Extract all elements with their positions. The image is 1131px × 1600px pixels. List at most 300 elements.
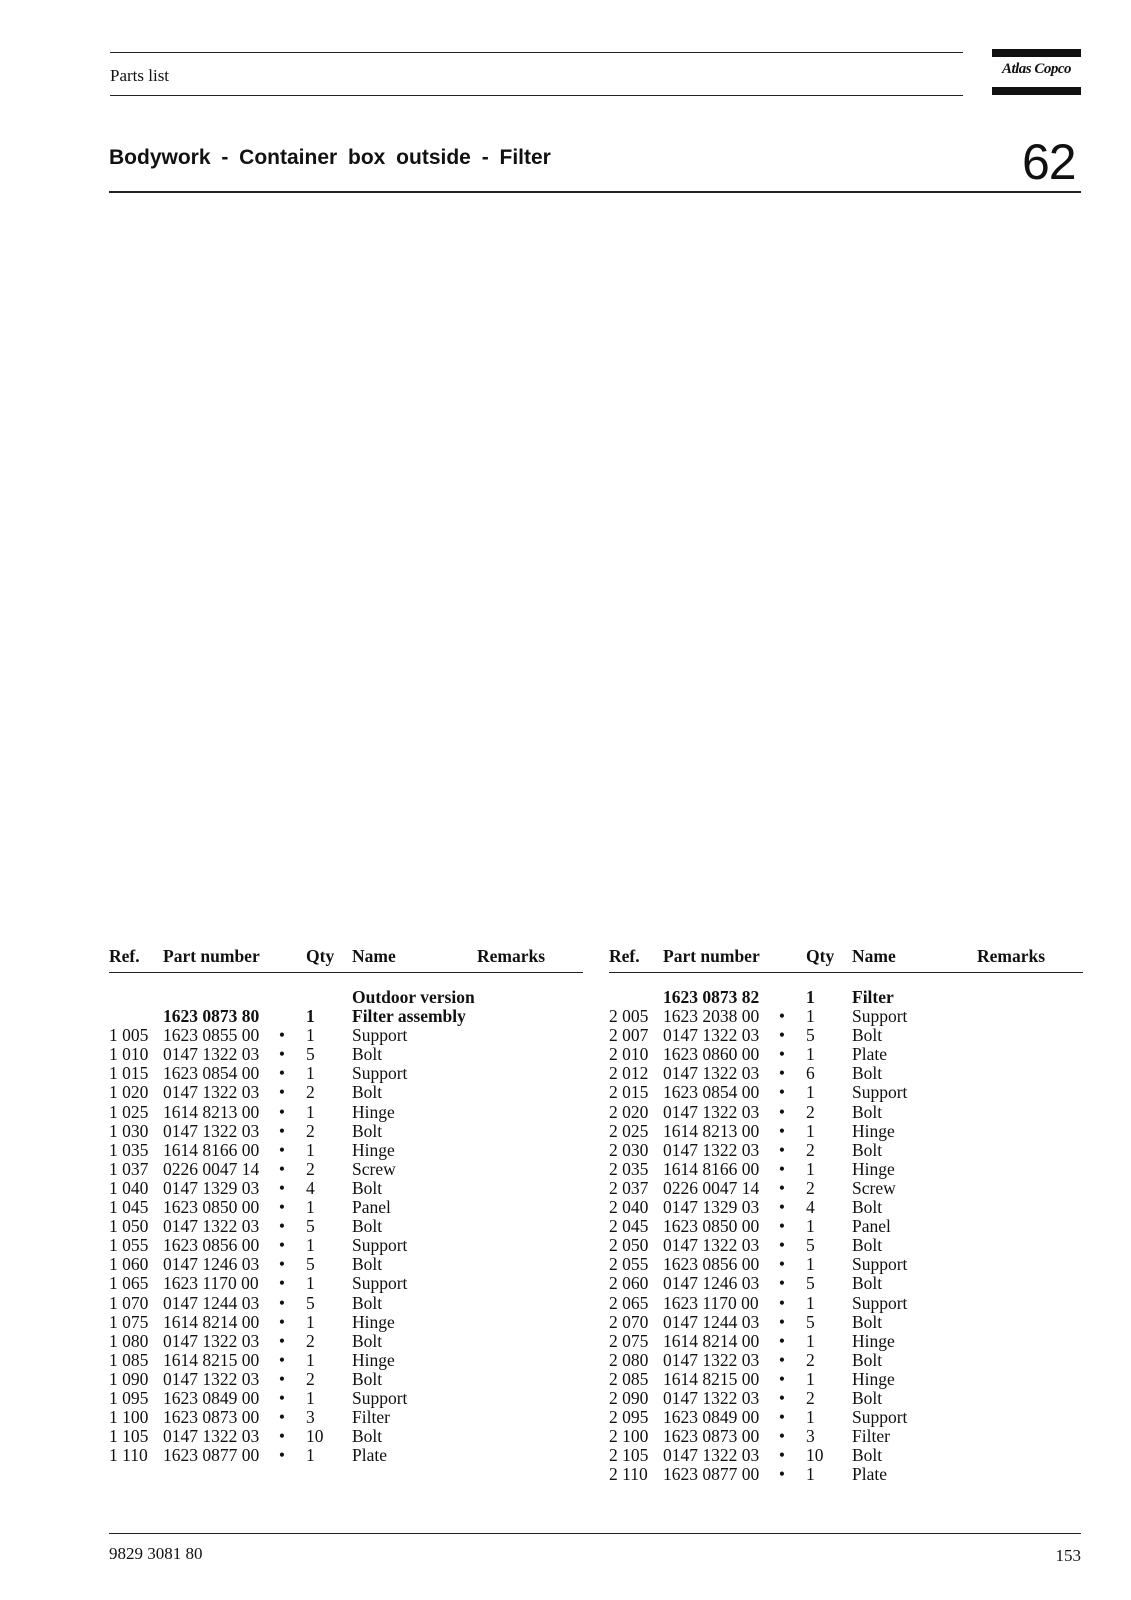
row-name: Bolt (352, 1330, 383, 1351)
row-ref: 1 080 (109, 1330, 149, 1351)
table-row (609, 1007, 1083, 1026)
row-name: Bolt (852, 1101, 883, 1122)
drawing-area (109, 200, 1081, 940)
row-name: Filter (852, 987, 894, 1007)
row-bullet: • (278, 1330, 286, 1351)
row-qty: 1 (806, 1407, 815, 1428)
row-bullet: • (278, 1216, 286, 1237)
row-name: Filter (352, 1407, 390, 1428)
header-bottom-rule (110, 95, 963, 96)
table-row (609, 1083, 1083, 1102)
row-qty: 2 (306, 1082, 315, 1103)
row-bullet: • (278, 1254, 286, 1275)
row-part-number: 0147 1322 03 (163, 1216, 260, 1237)
table-row (109, 1026, 583, 1045)
row-ref: 2 060 (609, 1273, 649, 1294)
table-body (109, 988, 583, 1465)
row-ref: 1 035 (109, 1139, 149, 1160)
row-bullet: • (278, 1426, 286, 1447)
row-qty: 1 (306, 1273, 315, 1294)
row-qty: 1 (806, 1368, 815, 1389)
row-part-number: 1623 0873 00 (163, 1407, 260, 1428)
row-qty: 5 (306, 1292, 315, 1313)
row-part-number: 1614 8166 00 (663, 1158, 760, 1179)
table-row (109, 1274, 583, 1293)
row-qty: 3 (806, 1426, 815, 1447)
row-bullet: • (278, 1139, 286, 1160)
row-ref: 2 070 (609, 1311, 649, 1332)
row-part-number: 0147 1322 03 (663, 1235, 760, 1256)
row-name: Filter (852, 1426, 890, 1447)
row-bullet: • (778, 1387, 786, 1408)
row-qty: 5 (306, 1254, 315, 1275)
table-row (609, 1141, 1083, 1160)
row-qty: 1 (306, 1139, 315, 1160)
row-bullet: • (278, 1273, 286, 1294)
row-qty: 5 (806, 1311, 815, 1332)
row-ref: 1 055 (109, 1235, 149, 1256)
table-row (609, 1103, 1083, 1122)
table-row (609, 1389, 1083, 1408)
table-row (109, 1083, 583, 1102)
row-part-number: 0147 1246 03 (663, 1273, 760, 1294)
row-bullet: • (278, 1177, 286, 1198)
row-part-number: 1623 0854 00 (663, 1082, 760, 1103)
row-name: Bolt (852, 1063, 883, 1084)
table-row (609, 1313, 1083, 1332)
row-part-number: 1623 0850 00 (163, 1197, 260, 1218)
row-name: Outdoor version (352, 987, 475, 1007)
row-part-number: 1623 0856 00 (163, 1235, 260, 1256)
row-part-number: 1614 8213 00 (663, 1120, 760, 1141)
row-ref: 1 025 (109, 1101, 149, 1122)
row-bullet: • (778, 1292, 786, 1313)
row-ref: 2 010 (609, 1044, 649, 1065)
row-bullet: • (278, 1044, 286, 1065)
table-row (109, 1007, 583, 1026)
row-bullet: • (778, 1349, 786, 1370)
row-ref: 2 075 (609, 1330, 649, 1351)
title-rule (109, 191, 1081, 193)
table-row (109, 1408, 583, 1427)
row-ref: 1 070 (109, 1292, 149, 1313)
row-name: Bolt (852, 1273, 883, 1294)
row-name: Support (352, 1273, 408, 1294)
row-ref: 1 050 (109, 1216, 149, 1237)
row-ref: 2 012 (609, 1063, 649, 1084)
row-qty: 2 (306, 1120, 315, 1141)
row-part-number: 1623 2038 00 (663, 1006, 760, 1027)
row-bullet: • (278, 1120, 286, 1141)
row-bullet: • (278, 1158, 286, 1179)
row-ref: 1 015 (109, 1063, 149, 1084)
row-part-number: 0147 1244 03 (163, 1292, 260, 1313)
row-name: Panel (352, 1197, 391, 1218)
row-part-number: 0147 1329 03 (163, 1177, 260, 1198)
row-qty: 1 (806, 1120, 815, 1141)
row-part-number: 0147 1322 03 (663, 1445, 760, 1466)
row-name: Bolt (352, 1177, 383, 1198)
row-ref: 1 010 (109, 1044, 149, 1065)
row-ref: 2 055 (609, 1254, 649, 1275)
row-name: Plate (852, 1464, 887, 1485)
table-row (609, 1332, 1083, 1351)
row-bullet: • (778, 1273, 786, 1294)
col-part-header: Part number (663, 946, 760, 966)
row-bullet: • (278, 1387, 286, 1408)
row-qty: 1 (306, 1101, 315, 1122)
row-qty: 1 (806, 987, 815, 1007)
row-bullet: • (778, 1197, 786, 1218)
table-body (609, 988, 1083, 1484)
col-remarks-header: Remarks (977, 946, 1046, 966)
row-bullet: • (778, 1025, 786, 1046)
table-row (109, 988, 583, 1007)
row-name: Support (852, 1407, 908, 1428)
row-name: Bolt (352, 1292, 383, 1313)
row-name: Filter assembly (352, 1006, 466, 1027)
col-qty-header: Qty (806, 946, 835, 966)
row-qty: 1 (806, 1082, 815, 1103)
brand-logo (992, 49, 1081, 95)
row-qty: 6 (806, 1063, 815, 1084)
row-qty: 2 (306, 1330, 315, 1351)
row-bullet: • (778, 1254, 786, 1275)
row-part-number: 0147 1322 03 (663, 1139, 760, 1160)
table-row (609, 1160, 1083, 1179)
row-ref: 2 007 (609, 1025, 649, 1046)
row-bullet: • (778, 1464, 786, 1485)
row-qty: 1 (306, 1349, 315, 1370)
col-name-header: Name (852, 946, 896, 966)
logo-bar-top (992, 49, 1081, 57)
row-qty: 5 (806, 1273, 815, 1294)
row-ref: 2 065 (609, 1292, 649, 1313)
table-row (609, 1255, 1083, 1274)
row-qty: 5 (306, 1216, 315, 1237)
row-qty: 1 (306, 1311, 315, 1332)
col-ref-header: Ref. (609, 946, 640, 966)
table-row (609, 1274, 1083, 1293)
row-bullet: • (778, 1330, 786, 1351)
row-ref: 2 050 (609, 1235, 649, 1256)
table-row (109, 1103, 583, 1122)
row-qty: 1 (306, 1006, 315, 1027)
table-row (609, 1026, 1083, 1045)
table-row (109, 1236, 583, 1255)
table-row (109, 1179, 583, 1198)
table-row (109, 1351, 583, 1370)
row-ref: 2 015 (609, 1082, 649, 1103)
row-qty: 1 (806, 1044, 815, 1065)
row-name: Support (352, 1387, 408, 1408)
row-ref: 1 065 (109, 1273, 149, 1294)
row-name: Bolt (352, 1044, 383, 1065)
table-row (609, 1294, 1083, 1313)
parts-table-left (109, 946, 583, 1465)
row-part-number: 0147 1322 03 (663, 1387, 760, 1408)
table-row (109, 1064, 583, 1083)
table-row (609, 1370, 1083, 1389)
row-name: Bolt (852, 1387, 883, 1408)
row-bullet: • (778, 1044, 786, 1065)
col-qty-header: Qty (306, 946, 335, 966)
row-bullet: • (278, 1368, 286, 1389)
table-row (609, 988, 1083, 1007)
row-bullet: • (278, 1349, 286, 1370)
parts-table-right (609, 946, 1083, 1484)
row-part-number: 0226 0047 14 (163, 1158, 260, 1179)
row-part-number: 1623 0860 00 (663, 1044, 760, 1065)
table-header (609, 946, 1083, 973)
table-row (109, 1370, 583, 1389)
table-row (609, 1064, 1083, 1083)
row-ref: 2 080 (609, 1349, 649, 1370)
row-name: Plate (352, 1445, 387, 1466)
row-part-number: 0147 1322 03 (663, 1101, 760, 1122)
table-row (609, 1427, 1083, 1446)
row-ref: 2 095 (609, 1407, 649, 1428)
row-qty: 2 (806, 1349, 815, 1370)
row-ref: 1 045 (109, 1197, 149, 1218)
row-qty: 2 (306, 1368, 315, 1389)
row-name: Panel (852, 1216, 891, 1237)
row-bullet: • (778, 1407, 786, 1428)
row-ref: 1 037 (109, 1158, 149, 1179)
row-part-number: 1614 8166 00 (163, 1139, 260, 1160)
row-part-number: 0147 1322 03 (663, 1063, 760, 1084)
row-name: Bolt (852, 1235, 883, 1256)
row-qty: 5 (306, 1044, 315, 1065)
row-qty: 2 (806, 1387, 815, 1408)
row-name: Bolt (852, 1197, 883, 1218)
table-row (609, 1045, 1083, 1064)
row-name: Hinge (852, 1330, 895, 1351)
row-qty: 5 (806, 1235, 815, 1256)
row-ref: 2 030 (609, 1139, 649, 1160)
row-part-number: 1623 0849 00 (163, 1387, 260, 1408)
row-ref: 2 040 (609, 1197, 649, 1218)
row-name: Bolt (852, 1139, 883, 1160)
row-part-number: 1614 8215 00 (163, 1349, 260, 1370)
row-qty: 1 (306, 1387, 315, 1408)
row-part-number: 1623 0854 00 (163, 1063, 260, 1084)
row-part-number: 1623 0873 82 (663, 987, 760, 1007)
row-qty: 1 (806, 1006, 815, 1027)
row-bullet: • (278, 1101, 286, 1122)
row-ref: 1 005 (109, 1025, 149, 1046)
row-ref: 1 030 (109, 1120, 149, 1141)
row-qty: 1 (806, 1292, 815, 1313)
row-qty: 2 (806, 1101, 815, 1122)
row-bullet: • (278, 1235, 286, 1256)
row-name: Bolt (852, 1025, 883, 1046)
table-row (609, 1198, 1083, 1217)
row-part-number: 1623 0873 00 (663, 1426, 760, 1447)
row-name: Support (852, 1006, 908, 1027)
row-bullet: • (278, 1311, 286, 1332)
row-name: Bolt (352, 1368, 383, 1389)
row-qty: 10 (306, 1426, 324, 1447)
row-name: Bolt (852, 1349, 883, 1370)
row-ref: 1 110 (109, 1445, 148, 1466)
row-name: Support (352, 1025, 408, 1046)
table-row (109, 1255, 583, 1274)
row-name: Bolt (852, 1311, 883, 1332)
table-row (609, 1408, 1083, 1427)
row-name: Bolt (852, 1445, 883, 1466)
section-number: 62 (1022, 134, 1076, 190)
row-bullet: • (778, 1426, 786, 1447)
row-ref: 1 090 (109, 1368, 149, 1389)
row-ref: 2 045 (609, 1216, 649, 1237)
row-bullet: • (778, 1139, 786, 1160)
row-qty: 4 (306, 1177, 315, 1198)
row-part-number: 1623 0877 00 (663, 1464, 760, 1485)
col-remarks-header: Remarks (477, 946, 546, 966)
row-part-number: 1623 0856 00 (663, 1254, 760, 1275)
row-part-number: 1614 8213 00 (163, 1101, 260, 1122)
row-qty: 1 (806, 1216, 815, 1237)
row-name: Support (852, 1082, 908, 1103)
row-ref: 2 035 (609, 1158, 649, 1179)
row-ref: 2 020 (609, 1101, 649, 1122)
row-ref: 2 100 (609, 1426, 649, 1447)
table-row (109, 1045, 583, 1064)
table-row (109, 1313, 583, 1332)
row-qty: 1 (306, 1197, 315, 1218)
row-part-number: 0147 1322 03 (163, 1426, 260, 1447)
row-name: Hinge (852, 1158, 895, 1179)
table-row (609, 1351, 1083, 1370)
table-row (109, 1446, 583, 1465)
header-label: Parts list (110, 66, 170, 85)
row-part-number: 0147 1322 03 (663, 1025, 760, 1046)
row-name: Bolt (352, 1426, 383, 1447)
table-row (109, 1389, 583, 1408)
row-bullet: • (778, 1082, 786, 1103)
table-row (109, 1122, 583, 1141)
table-row (109, 1294, 583, 1313)
row-name: Screw (352, 1158, 396, 1179)
header-top-rule (110, 52, 963, 53)
row-bullet: • (778, 1158, 786, 1179)
row-qty: 1 (806, 1330, 815, 1351)
row-part-number: 0147 1322 03 (163, 1120, 260, 1141)
row-name: Plate (852, 1044, 887, 1065)
row-qty: 1 (806, 1464, 815, 1485)
row-qty: 3 (306, 1407, 315, 1428)
row-part-number: 1614 8214 00 (163, 1311, 260, 1332)
row-name: Bolt (352, 1082, 383, 1103)
row-name: Support (852, 1254, 908, 1275)
row-part-number: 1614 8214 00 (663, 1330, 760, 1351)
table-row (609, 1179, 1083, 1198)
row-qty: 10 (806, 1445, 824, 1466)
row-bullet: • (278, 1197, 286, 1218)
row-bullet: • (778, 1235, 786, 1256)
row-ref: 2 090 (609, 1387, 649, 1408)
row-bullet: • (778, 1177, 786, 1198)
table-header (109, 946, 583, 973)
row-name: Hinge (352, 1101, 395, 1122)
row-name: Screw (852, 1177, 896, 1198)
row-bullet: • (778, 1006, 786, 1027)
table-row (109, 1217, 583, 1236)
row-part-number: 1623 0849 00 (663, 1407, 760, 1428)
row-bullet: • (278, 1292, 286, 1313)
row-part-number: 1623 1170 00 (163, 1273, 259, 1294)
row-ref: 1 105 (109, 1426, 149, 1447)
row-qty: 1 (306, 1063, 315, 1084)
table-row (109, 1160, 583, 1179)
row-bullet: • (278, 1407, 286, 1428)
row-name: Hinge (352, 1139, 395, 1160)
row-part-number: 1623 0850 00 (663, 1216, 760, 1237)
row-name: Hinge (852, 1120, 895, 1141)
row-part-number: 0226 0047 14 (663, 1177, 760, 1198)
table-row (109, 1198, 583, 1217)
table-row (109, 1332, 583, 1351)
table-row (609, 1446, 1083, 1465)
row-qty: 2 (306, 1158, 315, 1179)
row-part-number: 0147 1329 03 (663, 1197, 760, 1218)
row-qty: 5 (806, 1025, 815, 1046)
row-bullet: • (278, 1025, 286, 1046)
row-bullet: • (778, 1216, 786, 1237)
col-part-header: Part number (163, 946, 260, 966)
row-part-number: 0147 1244 03 (663, 1311, 760, 1332)
row-part-number: 0147 1322 03 (163, 1044, 260, 1065)
row-name: Bolt (352, 1120, 383, 1141)
row-ref: 1 075 (109, 1311, 149, 1332)
row-part-number: 0147 1246 03 (163, 1254, 260, 1275)
row-part-number: 1623 1170 00 (663, 1292, 759, 1313)
row-part-number: 1614 8215 00 (663, 1368, 760, 1389)
table-row (609, 1236, 1083, 1255)
row-bullet: • (278, 1445, 286, 1466)
row-qty: 1 (806, 1158, 815, 1179)
row-qty: 1 (306, 1235, 315, 1256)
row-ref: 1 095 (109, 1387, 149, 1408)
row-part-number: 0147 1322 03 (663, 1349, 760, 1370)
footer-rule (109, 1533, 1081, 1534)
row-bullet: • (778, 1445, 786, 1466)
row-name: Support (352, 1063, 408, 1084)
row-ref: 2 105 (609, 1445, 649, 1466)
row-name: Hinge (352, 1349, 395, 1370)
row-ref: 2 110 (609, 1464, 648, 1485)
row-part-number: 0147 1322 03 (163, 1082, 260, 1103)
row-qty: 1 (306, 1025, 315, 1046)
row-qty: 1 (306, 1445, 315, 1466)
row-ref: 1 040 (109, 1177, 149, 1198)
row-name: Bolt (352, 1216, 383, 1237)
table-row (109, 1141, 583, 1160)
row-bullet: • (778, 1368, 786, 1389)
table-row (609, 1217, 1083, 1236)
row-qty: 2 (806, 1177, 815, 1198)
row-qty: 1 (806, 1254, 815, 1275)
row-ref: 2 037 (609, 1177, 649, 1198)
row-part-number: 0147 1322 03 (163, 1330, 260, 1351)
table-row (609, 1465, 1083, 1484)
col-name-header: Name (352, 946, 396, 966)
logo-bar-bottom (992, 87, 1081, 95)
page-title: Bodywork - Container box outside - Filter (109, 146, 551, 169)
row-part-number: 1623 0873 80 (163, 1006, 260, 1027)
row-name: Bolt (352, 1254, 383, 1275)
